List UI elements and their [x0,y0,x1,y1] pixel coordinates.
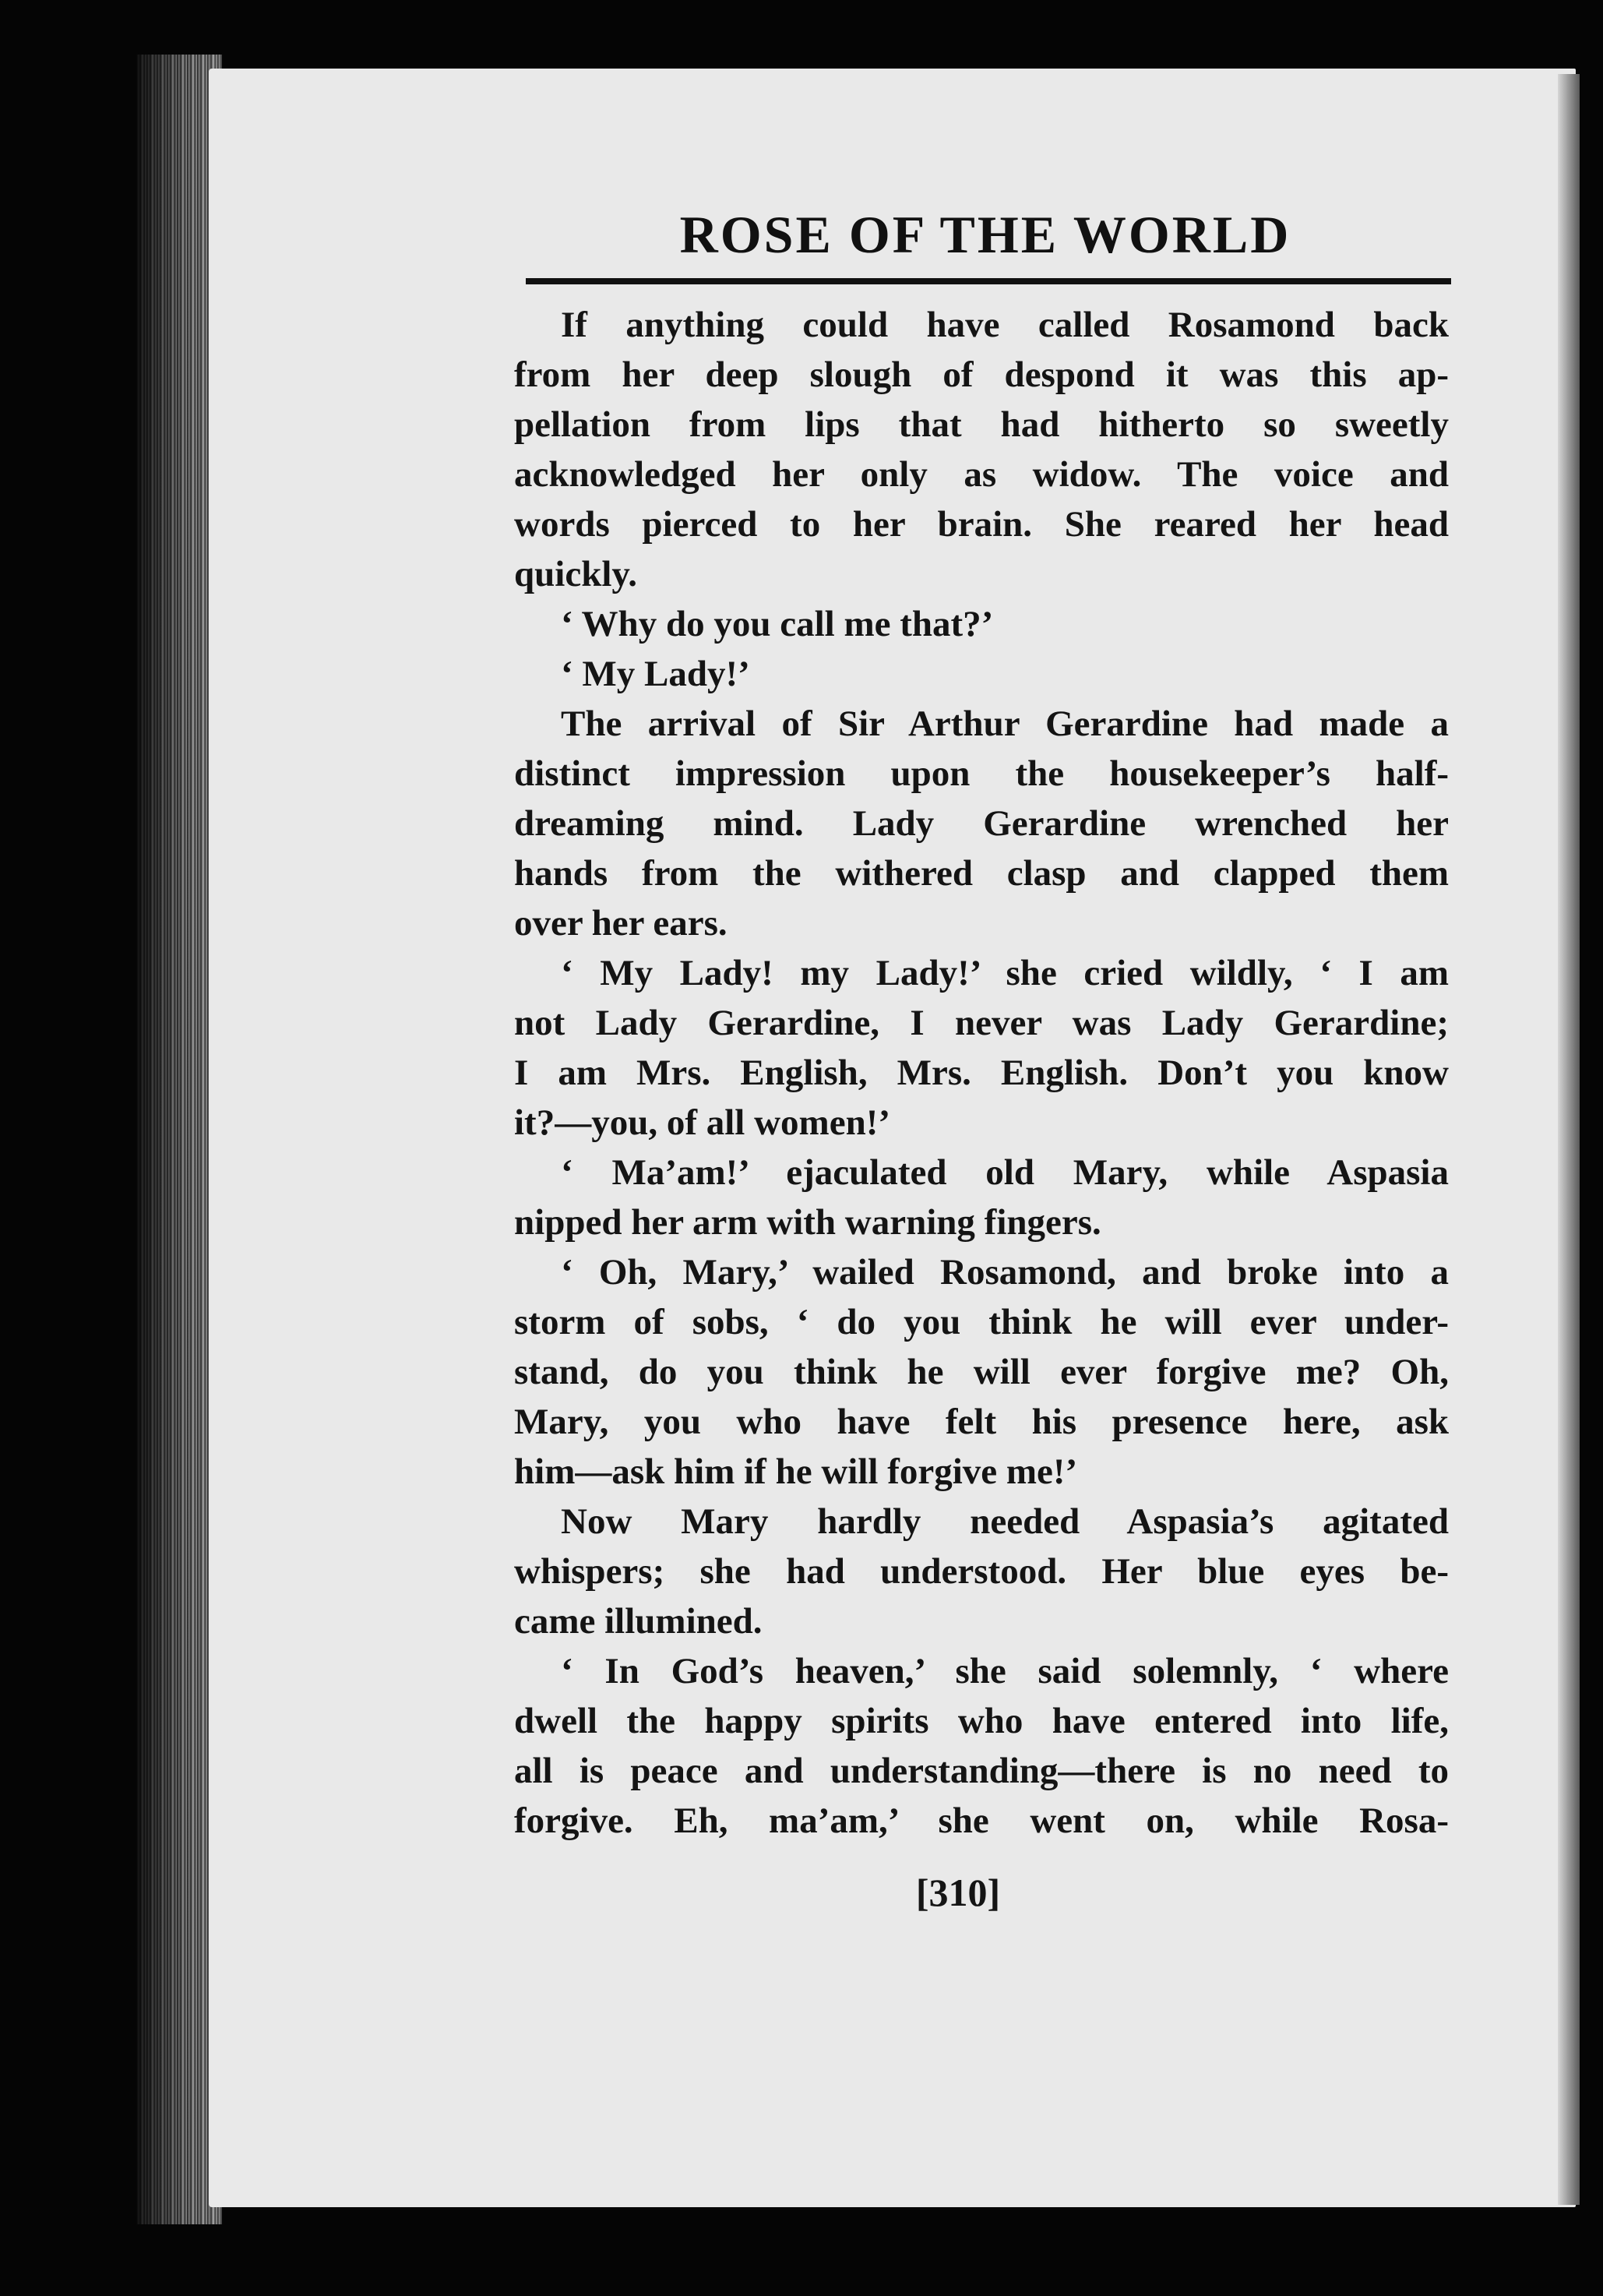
text-line: ‘ My Lady!’ [561,654,750,694]
text-line: Mary, you who have felt his presence here, ask [514,1402,1449,1442]
text-line: ‘ My Lady! my Lady!’ she cried wildly, ‘ I am [561,953,1449,993]
text-line: words pierced to her brain. She reared her head [514,504,1449,545]
text-line: ‘ Ma’am!’ ejaculated old Mary, while Aspasia [561,1152,1449,1193]
text-line: all is peace and understanding—there is no need to [514,1751,1449,1791]
text-line: ‘ In God’s heaven,’ she said solemnly, ‘ where [561,1651,1449,1691]
text-line: forgive. Eh, ma’am,’ she went on, while Rosa- [514,1800,1449,1841]
text-line: hands from the withered clasp and clapped them [514,853,1449,894]
page-right-edge [1558,74,1580,2205]
text-line: whispers; she had understood. Her blue eyes be- [514,1551,1449,1592]
text-line: it?—you, of all women!’ [514,1102,891,1143]
text-line: I am Mrs. English, Mrs. English. Don’t you know [514,1053,1449,1093]
text-line: from her deep slough of despond it was this ap- [514,354,1449,395]
text-line: not Lady Gerardine, I never was Lady Gerardine; [514,1003,1449,1043]
text-line: acknowledged her only as widow. The voice and [514,454,1449,495]
text-line: If anything could have called Rosamond back [561,305,1449,345]
text-line: him—ask him if he will forgive me!’ [514,1451,1078,1492]
running-head: ROSE OF THE WORLD [679,205,1291,264]
text-line: distinct impression upon the housekeeper’s half- [514,753,1449,794]
text-line: Now Mary hardly needed Aspasia’s agitated [561,1501,1449,1542]
text-line: storm of sobs, ‘ do you think he will ever under- [514,1302,1449,1342]
text-line: quickly. [514,554,638,594]
text-line: The arrival of Sir Arthur Gerardine had made a [561,704,1449,744]
header-rule [526,278,1451,284]
text-line: ‘ Why do you call me that?’ [561,604,994,644]
body-text [514,300,1449,1846]
page-number: [310] [915,1871,1001,1914]
text-line: pellation from lips that had hitherto so sweetly [514,404,1449,445]
text-line: nipped her arm with warning fingers. [514,1202,1101,1243]
text-line: over her ears. [514,903,728,943]
text-line: came illumined. [514,1601,763,1642]
text-line: dwell the happy spirits who have entered into life, [514,1701,1449,1741]
text-line: ‘ Oh, Mary,’ wailed Rosamond, and broke into a [561,1252,1449,1293]
text-line: stand, do you think he will ever forgive me? Oh, [514,1352,1449,1392]
text-line: dreaming mind. Lady Gerardine wrenched her [514,803,1449,844]
